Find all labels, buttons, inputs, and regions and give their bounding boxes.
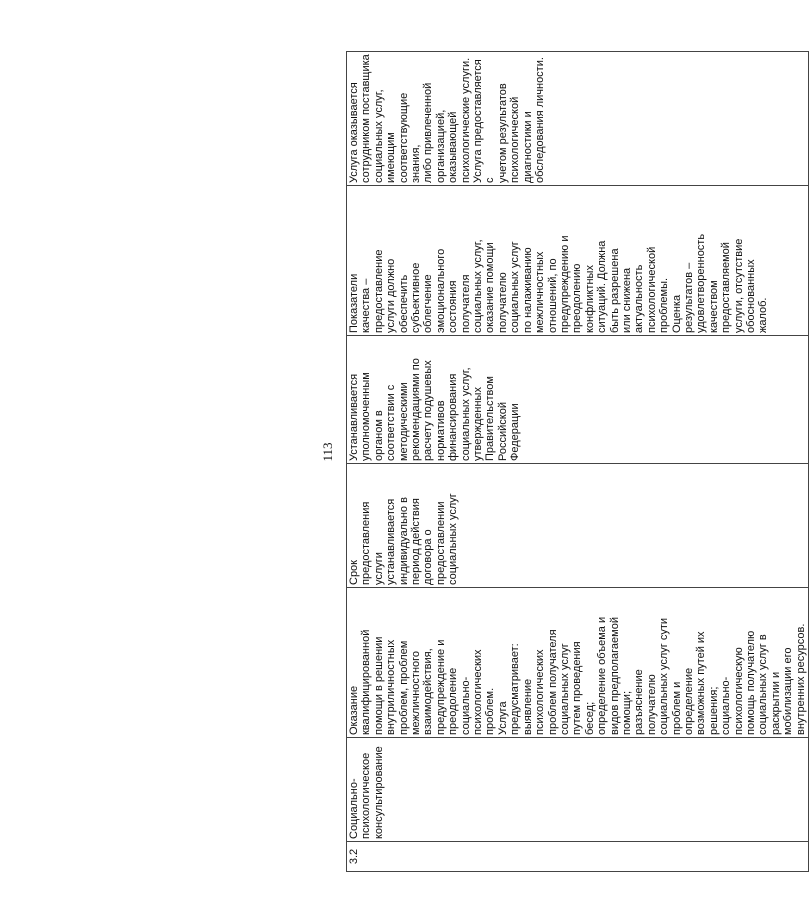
service-name-cell: Социально- психологическое консультирование (347, 738, 809, 842)
service-quality-cell: Показатели качества – предоставление услуги должно обеспечить субъективное облегчение эмоционального состояния получателя социальных услуг, оказание помощи получателю социальных услуг по налаживанию межличностных отношений, по предупреждению и преодолению конфликтных ситуаций. Должна быть разрешена или снижена актуальность психологической проблемы. Оценка результатов – удовлетворенность качеством предоставляемой услуги, отсутствие обоснованных жалоб. (347, 186, 809, 336)
service-conditions-cell: Услуга оказывается сотрудником поставщика социальных услуг, имеющим соответствующие знания, либо привлеченной организацией, оказывающей психологические услуги. Услуга предоставляется с учетом результатов психологической диагностики и обследования личности. (347, 52, 809, 186)
table-row (347, 52, 809, 872)
row-number: 3.2 (347, 842, 809, 872)
service-term-cell: Срок предоставления услуги устанавливается индивидуально в период действия договора о предоставлении социальных услуг (347, 464, 809, 588)
service-norm-cell: Устанавливается уполномоченным органом в соответствии с методическими рекомендациями по расчету подушевых нормативов финансирования социальных услуг, утвержденных Правительством Российской Федерации (347, 336, 809, 464)
service-description-cell: Оказание квалифицированной помощи в решении внутриличностных проблем, проблем межличностного взаимодействия, предупреждение и преодоление социально- психологических проблем. Услуга предусматривает: выявление психологических проблем получателя социальных услуг путем проведения бесед; определение объема и видов предполагаемой помощи; разъяснение получателю социальных услуг сути проблем и определение возможных путей их решения; социально- психологическую помощь получателю социальных услуг в раскрытии и мобилизации его внутренних ресурсов. (347, 588, 809, 738)
page-number: 113 (320, 442, 335, 462)
services-table-rotated (346, 52, 807, 872)
services-table (346, 51, 809, 872)
